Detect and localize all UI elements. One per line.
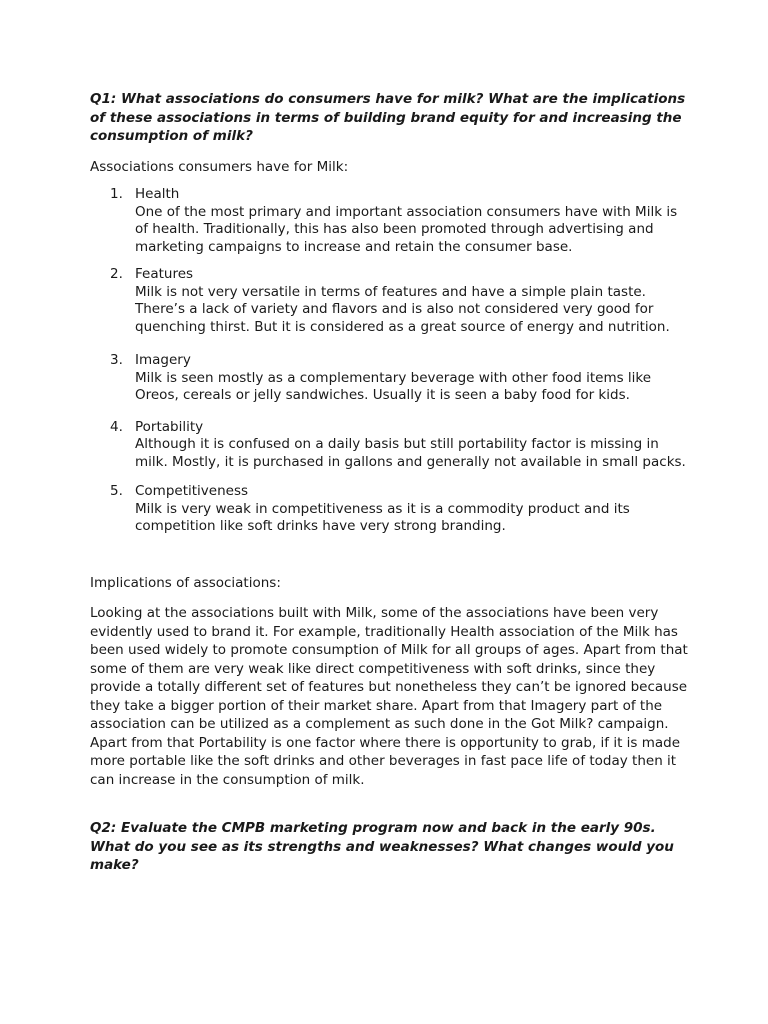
implications-heading: Implications of associations: [90,574,281,591]
list-item-imagery [90,352,690,405]
question-1: Q1: What associations do consumers have for milk? What are the implications of these associations in terms of building brand equity for and increasing the consumption of milk? [90,91,686,144]
list-item-title: Features [135,266,194,282]
associations-heading: Associations consumers have for Milk: [90,158,349,175]
list-item-number: 2. [110,266,123,282]
list-item-portability [90,419,690,472]
list-item-title: Imagery [135,352,191,368]
list-item-number: 1. [110,186,123,202]
list-item-number: 5. [110,483,123,499]
list-item-health [90,186,690,256]
list-item-body: Although it is confused on a daily basis but still portability factor is missing in milk. Mostly, it is purchased in gallons and generally not available in small packs. [135,436,686,470]
list-item-body: Milk is not very versatile in terms of features and have a simple plain taste. There’s a lack of variety and flavors and is also not considered very good for quenching thirst. But it is considered as a great source of energy and nutrition. [135,283,670,335]
list-item-competitiveness [90,483,690,536]
list-item-features [90,266,690,336]
list-item-number: 3. [110,352,123,368]
document-page [90,90,690,875]
list-item-title: Competitiveness [135,483,249,499]
list-item-body: Milk is very weak in competitiveness as it is a commodity product and its competition like soft drinks have very strong branding. [135,500,630,534]
list-item-title: Portability [135,418,204,435]
list-item-body: One of the most primary and important association consumers have with Milk is of health. Traditionally, this has also been promoted through advertising and marketing campaigns to increase and retain the consumer base. [135,203,678,255]
list-item-number: 4. [110,418,123,435]
list-item-body: Milk is seen mostly as a complementary beverage with other food items like Oreos, cereals or jelly sandwiches. Usually it is seen a baby food for kids. [135,369,652,403]
associations-list [90,186,690,536]
question-2: Q2: Evaluate the CMPB marketing program now and back in the early 90s. What do you see as its strengths and weaknesses? What changes would you make? [90,820,674,873]
implications-body: Looking at the associations built with Milk, some of the associations have been very evidently used to brand it. For example, traditionally Health association of the Milk has been used widely to promote consumption of Milk for all groups of ages. Apart from that some of them are very weak like direct competitiveness with soft drinks, since they provide a totally different set of features but nonetheless they can’t be ignored because they take a bigger portion of their market share. Apart from that Imagery part of the association can be utilized as a complement as such done in the Got Milk? campaign. Apart from that Portability is one factor where there is opportunity to grab, if it is made more portable like the soft drinks and other beverages in fast pace life of today then it can increase in the consumption of milk. [90,605,688,788]
list-item-title: Health [135,186,180,202]
